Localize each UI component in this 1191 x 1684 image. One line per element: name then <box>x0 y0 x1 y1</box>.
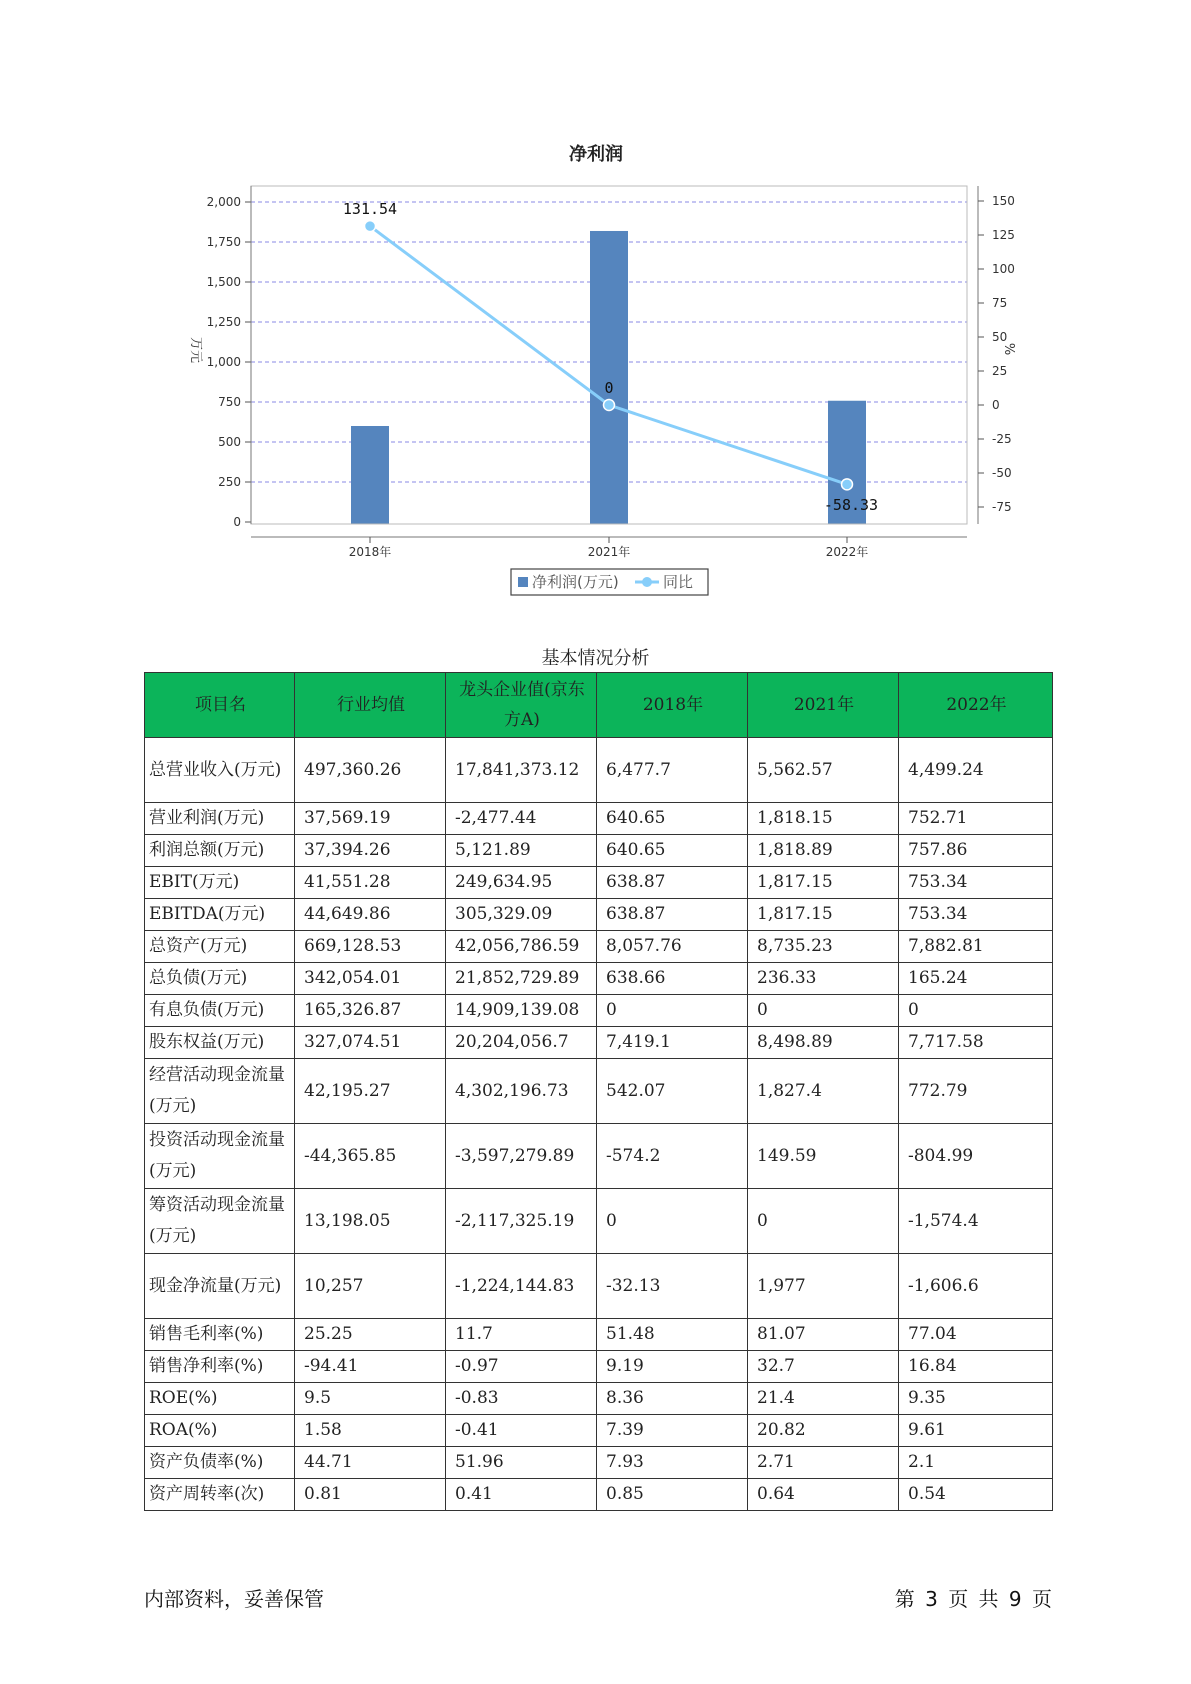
row-value-cell: 77.04 <box>899 1319 1053 1351</box>
row-value-cell: 37,569.19 <box>295 803 446 835</box>
y2-tick-label: -25 <box>992 432 1012 446</box>
row-value-cell: 7,882.81 <box>899 931 1053 963</box>
row-value-cell: 1,818.15 <box>748 803 899 835</box>
y-tick-label: 0 <box>233 515 241 529</box>
bar-net-profit <box>351 426 389 524</box>
row-value-cell: 236.33 <box>748 963 899 995</box>
row-value-cell: 752.71 <box>899 803 1053 835</box>
row-value-cell: 7,419.1 <box>597 1027 748 1059</box>
table-row <box>145 995 1053 1027</box>
y-tick-label: 1,250 <box>206 315 241 329</box>
footer-confidential-note: 内部资料，妥善保管 <box>144 1587 324 1611</box>
row-value-cell: 20.82 <box>748 1415 899 1447</box>
row-item-name: 营业利润(万元) <box>145 803 295 835</box>
row-item-name: EBITDA(万元) <box>145 899 295 931</box>
row-value-cell: 4,499.24 <box>899 738 1053 803</box>
table-row <box>145 1124 1053 1189</box>
table-row <box>145 931 1053 963</box>
row-value-cell: 2.71 <box>748 1447 899 1479</box>
row-value-cell: 13,198.05 <box>295 1189 446 1254</box>
header-item-name: 项目名 <box>145 673 295 738</box>
row-value-cell: 7.93 <box>597 1447 748 1479</box>
legend-line-marker <box>642 577 652 587</box>
row-value-cell: 497,360.26 <box>295 738 446 803</box>
row-value-cell: 542.07 <box>597 1059 748 1124</box>
table-row <box>145 1415 1053 1447</box>
yoy-point <box>365 221 376 232</box>
table-row <box>145 899 1053 931</box>
row-value-cell: 51.96 <box>446 1447 597 1479</box>
header-leader-value: 龙头企业值(京东方A) <box>446 673 597 738</box>
row-value-cell: -0.83 <box>446 1383 597 1415</box>
row-item-name: 有息负债(万元) <box>145 995 295 1027</box>
row-value-cell: 753.34 <box>899 899 1053 931</box>
table-row <box>145 738 1053 803</box>
row-value-cell: 327,074.51 <box>295 1027 446 1059</box>
x-tick-label: 2022年 <box>825 545 869 559</box>
row-value-cell: 342,054.01 <box>295 963 446 995</box>
row-value-cell: 669,128.53 <box>295 931 446 963</box>
row-value-cell: 0.54 <box>899 1479 1053 1511</box>
header-2021: 2021年 <box>748 673 899 738</box>
row-item-name: 投资活动现金流量(万元) <box>145 1124 295 1189</box>
row-value-cell: 772.79 <box>899 1059 1053 1124</box>
basic-analysis-table <box>144 672 1053 1511</box>
row-value-cell: -2,117,325.19 <box>446 1189 597 1254</box>
y-tick-label: 250 <box>218 475 241 489</box>
row-value-cell: 16.84 <box>899 1351 1053 1383</box>
row-value-cell: 0.81 <box>295 1479 446 1511</box>
y2-tick-label: 25 <box>992 364 1008 378</box>
y2-tick-label: 75 <box>992 296 1008 310</box>
row-item-name: ROE(%) <box>145 1383 295 1415</box>
table-row <box>145 803 1053 835</box>
row-value-cell: 149.59 <box>748 1124 899 1189</box>
yoy-data-label: -58.33 <box>823 496 879 514</box>
row-item-name: ROA(%) <box>145 1415 295 1447</box>
row-value-cell: -3,597,279.89 <box>446 1124 597 1189</box>
net-profit-chart <box>0 0 1191 600</box>
row-value-cell: 21.4 <box>748 1383 899 1415</box>
row-value-cell: -1,574.4 <box>899 1189 1053 1254</box>
row-value-cell: 9.19 <box>597 1351 748 1383</box>
row-value-cell: 8,498.89 <box>748 1027 899 1059</box>
row-value-cell: 42,195.27 <box>295 1059 446 1124</box>
row-item-name: 利润总额(万元) <box>145 835 295 867</box>
row-item-name: 资产负债率(%) <box>145 1447 295 1479</box>
row-value-cell: 17,841,373.12 <box>446 738 597 803</box>
row-value-cell: 6,477.7 <box>597 738 748 803</box>
row-item-name: 股东权益(万元) <box>145 1027 295 1059</box>
row-value-cell: 37,394.26 <box>295 835 446 867</box>
y-tick-label: 750 <box>218 395 241 409</box>
row-value-cell: 0.64 <box>748 1479 899 1511</box>
table-row <box>145 1447 1053 1479</box>
row-value-cell: 1,977 <box>748 1254 899 1319</box>
yoy-point <box>604 400 615 411</box>
row-value-cell: 8,735.23 <box>748 931 899 963</box>
row-value-cell: 640.65 <box>597 835 748 867</box>
row-value-cell: 0 <box>748 1189 899 1254</box>
y-tick-label: 2,000 <box>206 195 241 209</box>
y2-tick-label: 125 <box>992 228 1015 242</box>
row-value-cell: 0 <box>597 1189 748 1254</box>
table-row <box>145 1189 1053 1254</box>
row-value-cell: 25.25 <box>295 1319 446 1351</box>
row-item-name: 销售净利率(%) <box>145 1351 295 1383</box>
row-value-cell: -1,224,144.83 <box>446 1254 597 1319</box>
row-value-cell: -804.99 <box>899 1124 1053 1189</box>
legend-bar-swatch <box>518 577 528 587</box>
row-value-cell: 7,717.58 <box>899 1027 1053 1059</box>
row-item-name: 经营活动现金流量(万元) <box>145 1059 295 1124</box>
row-value-cell: 41,551.28 <box>295 867 446 899</box>
row-value-cell: -32.13 <box>597 1254 748 1319</box>
y2-tick-label: 100 <box>992 262 1015 276</box>
y-tick-label: 1,500 <box>206 275 241 289</box>
footer-page-number: 第 3 页 共 9 页 <box>894 1587 1052 1611</box>
row-value-cell: 51.48 <box>597 1319 748 1351</box>
row-item-name: 总负债(万元) <box>145 963 295 995</box>
y2-tick-label: 150 <box>992 194 1015 208</box>
y2-tick-label: -50 <box>992 466 1012 480</box>
row-value-cell: 0 <box>899 995 1053 1027</box>
yoy-data-label: 131.54 <box>342 200 398 218</box>
row-value-cell: 21,852,729.89 <box>446 963 597 995</box>
table-header-row <box>145 673 1053 738</box>
chart-bars <box>351 231 866 524</box>
header-2018: 2018年 <box>597 673 748 738</box>
row-value-cell: 9.61 <box>899 1415 1053 1447</box>
chart-title: 净利润 <box>569 144 623 165</box>
row-value-cell: 8.36 <box>597 1383 748 1415</box>
row-value-cell: -44,365.85 <box>295 1124 446 1189</box>
row-value-cell: 305,329.09 <box>446 899 597 931</box>
row-value-cell: 1.58 <box>295 1415 446 1447</box>
row-value-cell: 9.5 <box>295 1383 446 1415</box>
row-value-cell: 42,056,786.59 <box>446 931 597 963</box>
table-row <box>145 1319 1053 1351</box>
row-value-cell: 81.07 <box>748 1319 899 1351</box>
row-value-cell: 5,121.89 <box>446 835 597 867</box>
row-value-cell: 14,909,139.08 <box>446 995 597 1027</box>
row-value-cell: 11.7 <box>446 1319 597 1351</box>
row-value-cell: 44,649.86 <box>295 899 446 931</box>
yoy-point <box>842 479 853 490</box>
row-value-cell: 638.87 <box>597 899 748 931</box>
row-item-name: 资产周转率(次) <box>145 1479 295 1511</box>
x-tick-label: 2018年 <box>348 545 392 559</box>
row-value-cell: -1,606.6 <box>899 1254 1053 1319</box>
row-value-cell: 0 <box>748 995 899 1027</box>
row-value-cell: 0 <box>597 995 748 1027</box>
row-value-cell: 32.7 <box>748 1351 899 1383</box>
row-value-cell: 640.65 <box>597 803 748 835</box>
row-item-name: 总营业收入(万元) <box>145 738 295 803</box>
row-value-cell: 44.71 <box>295 1447 446 1479</box>
legend-line-label: 同比 <box>663 573 694 591</box>
row-value-cell: 0.85 <box>597 1479 748 1511</box>
table-row <box>145 1479 1053 1511</box>
row-value-cell: 165,326.87 <box>295 995 446 1027</box>
y-axis-label: 万元 <box>188 336 203 364</box>
table-row <box>145 1254 1053 1319</box>
row-value-cell: 1,818.89 <box>748 835 899 867</box>
table-row <box>145 963 1053 995</box>
yoy-data-label: 0 <box>604 379 614 397</box>
row-value-cell: 20,204,056.7 <box>446 1027 597 1059</box>
chart-legend <box>511 569 708 595</box>
y-tick-label: 500 <box>218 435 241 449</box>
row-value-cell: 1,817.15 <box>748 899 899 931</box>
row-value-cell: 249,634.95 <box>446 867 597 899</box>
legend-bar-label: 净利润(万元) <box>532 573 619 591</box>
row-value-cell: -0.97 <box>446 1351 597 1383</box>
table-row <box>145 1351 1053 1383</box>
row-value-cell: -0.41 <box>446 1415 597 1447</box>
row-value-cell: 2.1 <box>899 1447 1053 1479</box>
row-value-cell: -574.2 <box>597 1124 748 1189</box>
row-value-cell: 10,257 <box>295 1254 446 1319</box>
row-value-cell: 753.34 <box>899 867 1053 899</box>
x-tick-label: 2021年 <box>587 545 631 559</box>
y-tick-label: 1,750 <box>206 235 241 249</box>
row-value-cell: 0.41 <box>446 1479 597 1511</box>
table-caption: 基本情况分析 <box>541 648 650 669</box>
y2-tick-label: 50 <box>992 330 1008 344</box>
row-value-cell: 5,562.57 <box>748 738 899 803</box>
y2-axis-label: % <box>1001 342 1016 356</box>
row-value-cell: 1,827.4 <box>748 1059 899 1124</box>
row-value-cell: 4,302,196.73 <box>446 1059 597 1124</box>
row-item-name: 销售毛利率(%) <box>145 1319 295 1351</box>
row-item-name: EBIT(万元) <box>145 867 295 899</box>
row-value-cell: 165.24 <box>899 963 1053 995</box>
y-tick-label: 1,000 <box>206 355 241 369</box>
row-value-cell: 9.35 <box>899 1383 1053 1415</box>
y2-tick-label: -75 <box>992 500 1012 514</box>
header-2022: 2022年 <box>899 673 1053 738</box>
row-item-name: 总资产(万元) <box>145 931 295 963</box>
y2-tick-label: 0 <box>992 398 1000 412</box>
table-row <box>145 1383 1053 1415</box>
table-row <box>145 1027 1053 1059</box>
bar-net-profit <box>590 231 628 524</box>
row-value-cell: -2,477.44 <box>446 803 597 835</box>
table-row <box>145 1059 1053 1124</box>
row-value-cell: 7.39 <box>597 1415 748 1447</box>
row-value-cell: -94.41 <box>295 1351 446 1383</box>
row-value-cell: 757.86 <box>899 835 1053 867</box>
table-row <box>145 867 1053 899</box>
row-item-name: 筹资活动现金流量(万元) <box>145 1189 295 1254</box>
row-item-name: 现金净流量(万元) <box>145 1254 295 1319</box>
header-industry-avg: 行业均值 <box>295 673 446 738</box>
row-value-cell: 638.87 <box>597 867 748 899</box>
table-row <box>145 835 1053 867</box>
row-value-cell: 1,817.15 <box>748 867 899 899</box>
row-value-cell: 638.66 <box>597 963 748 995</box>
row-value-cell: 8,057.76 <box>597 931 748 963</box>
